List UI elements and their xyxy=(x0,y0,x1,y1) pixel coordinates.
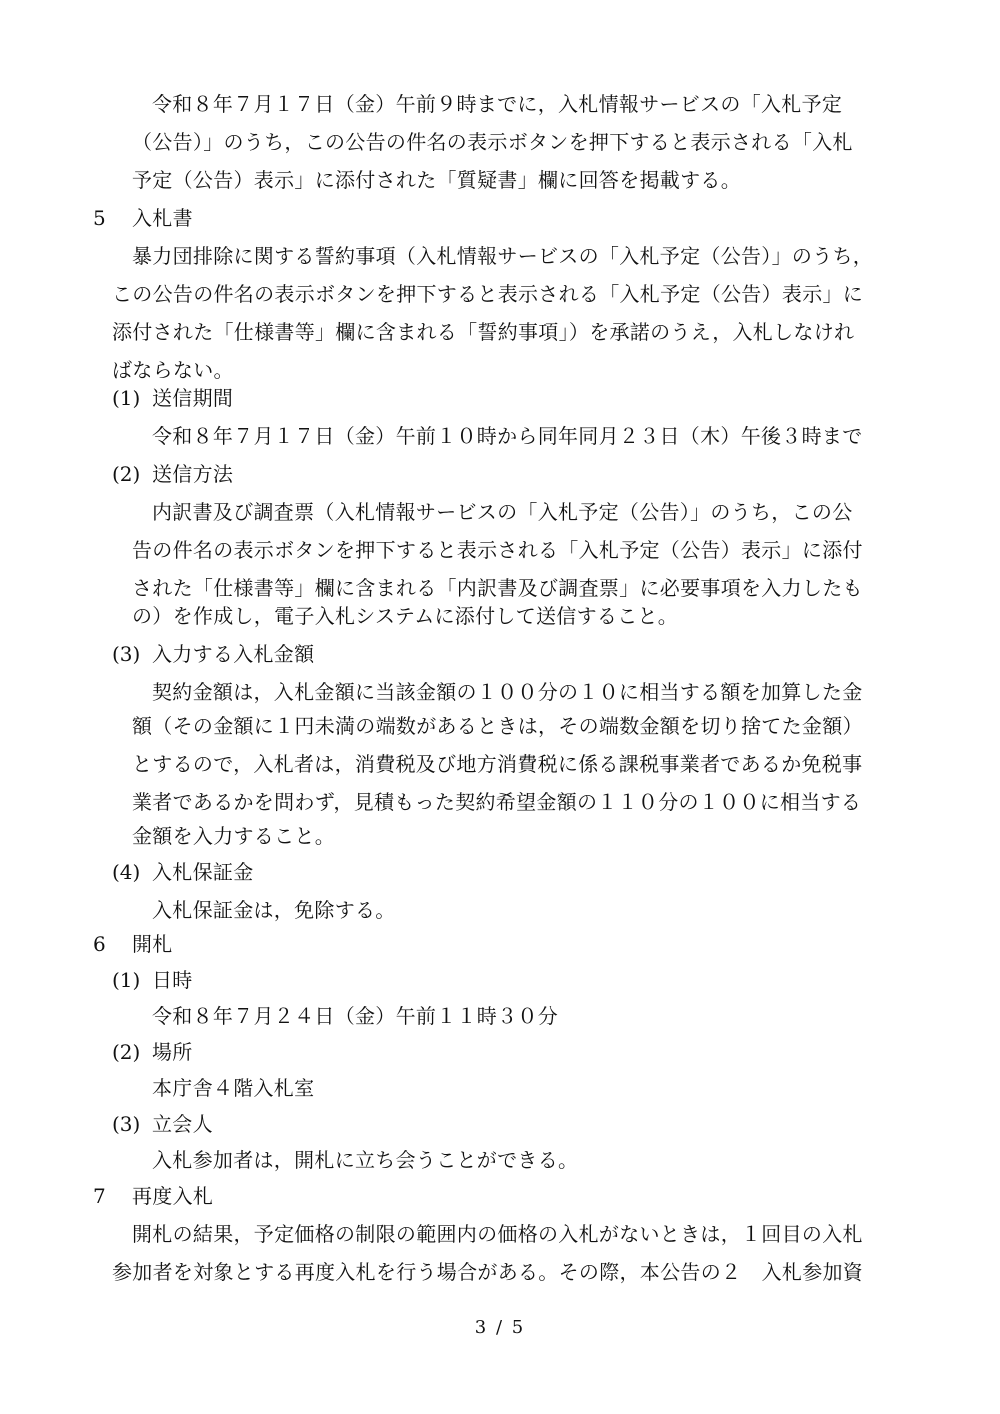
item-title: 送信期間 xyxy=(152,386,234,410)
item-number: (1) xyxy=(112,968,141,992)
item-number: (3) xyxy=(112,1112,141,1136)
paragraph-line: 令和８年７月２４日（金）午前１１時３０分 xyxy=(152,1004,558,1028)
item-title: 場所 xyxy=(152,1040,193,1064)
item-number: (2) xyxy=(112,462,141,486)
paragraph-line: 業者であるかを問わず，見積もった契約希望金額の１１０分の１００に相当する xyxy=(132,790,862,814)
paragraph-line: 参加者を対象とする再度入札を行う場合がある。その際，本公告の２ 入札参加資 xyxy=(112,1260,864,1284)
paragraph-line: 暴力団排除に関する誓約事項（入札情報サービスの「入札予定（公告）」のうち， xyxy=(132,244,874,268)
paragraph-line: 告の件名の表示ボタンを押下すると表示される「入札予定（公告）表示」に添付 xyxy=(132,538,863,562)
item-title: 日時 xyxy=(152,968,193,992)
paragraph-line: 入札保証金は，免除する。 xyxy=(152,898,396,922)
paragraph-line: 内訳書及び調査票（入札情報サービスの「入札予定（公告）」のうち，この公 xyxy=(152,500,853,524)
item-title: 立会人 xyxy=(152,1112,213,1136)
item-number: (4) xyxy=(112,860,141,884)
paragraph-line: の）を作成し，電子入札システムに添付して送信すること。 xyxy=(132,604,679,628)
item-number: (2) xyxy=(112,1040,141,1064)
item-title: 入札保証金 xyxy=(152,860,254,884)
section-number: 5 xyxy=(93,206,106,230)
paragraph-line: 本庁舎４階入札室 xyxy=(152,1076,315,1100)
page-number: 3 / 5 xyxy=(474,1317,526,1338)
paragraph-line: （公告）」のうち，この公告の件名の表示ボタンを押下すると表示される「入札 xyxy=(132,130,853,154)
item-title: 送信方法 xyxy=(152,462,234,486)
item-number: (3) xyxy=(112,642,141,666)
item-number: (1) xyxy=(112,386,141,410)
item-title: 入力する入札金額 xyxy=(152,642,315,666)
section-title: 入札書 xyxy=(132,206,193,230)
paragraph-line: とするので，入札者は，消費税及び地方消費税に係る課税事業者であるか免税事 xyxy=(132,752,863,776)
section-title: 再度入札 xyxy=(132,1184,214,1208)
paragraph-line: ばならない。 xyxy=(112,358,234,382)
paragraph-line: 予定（公告）表示」に添付された「質疑書」欄に回答を掲載する。 xyxy=(132,168,741,192)
section-number: 6 xyxy=(93,932,106,956)
paragraph-line: 令和８年７月１７日（金）午前１０時から同年同月２３日（木）午後３時まで xyxy=(152,424,863,448)
paragraph-line: 開札の結果，予定価格の制限の範囲内の価格の入札がないときは，１回目の入札 xyxy=(132,1222,863,1246)
paragraph-line: された「仕様書等」欄に含まれる「内訳書及び調査票」に必要事項を入力したも xyxy=(132,576,863,600)
paragraph-line: 添付された「仕様書等」欄に含まれる「誓約事項」）を承諾のうえ，入札しなけれ xyxy=(112,320,855,344)
paragraph-line: この公告の件名の表示ボタンを押下すると表示される「入札予定（公告）表示」に xyxy=(112,282,864,306)
paragraph-line: 令和８年７月１７日（金）午前９時までに，入札情報サービスの「入札予定 xyxy=(152,92,843,116)
paragraph-line: 契約金額は，入札金額に当該金額の１００分の１０に相当する額を加算した金 xyxy=(152,680,863,704)
paragraph-line: 額（その金額に１円未満の端数があるときは，その端数金額を切り捨てた金額） xyxy=(132,714,863,738)
section-title: 開札 xyxy=(132,932,173,956)
paragraph-line: 入札参加者は，開札に立ち会うことができる。 xyxy=(152,1148,579,1172)
paragraph-line: 金額を入力すること。 xyxy=(132,824,335,848)
section-number: 7 xyxy=(93,1184,106,1208)
